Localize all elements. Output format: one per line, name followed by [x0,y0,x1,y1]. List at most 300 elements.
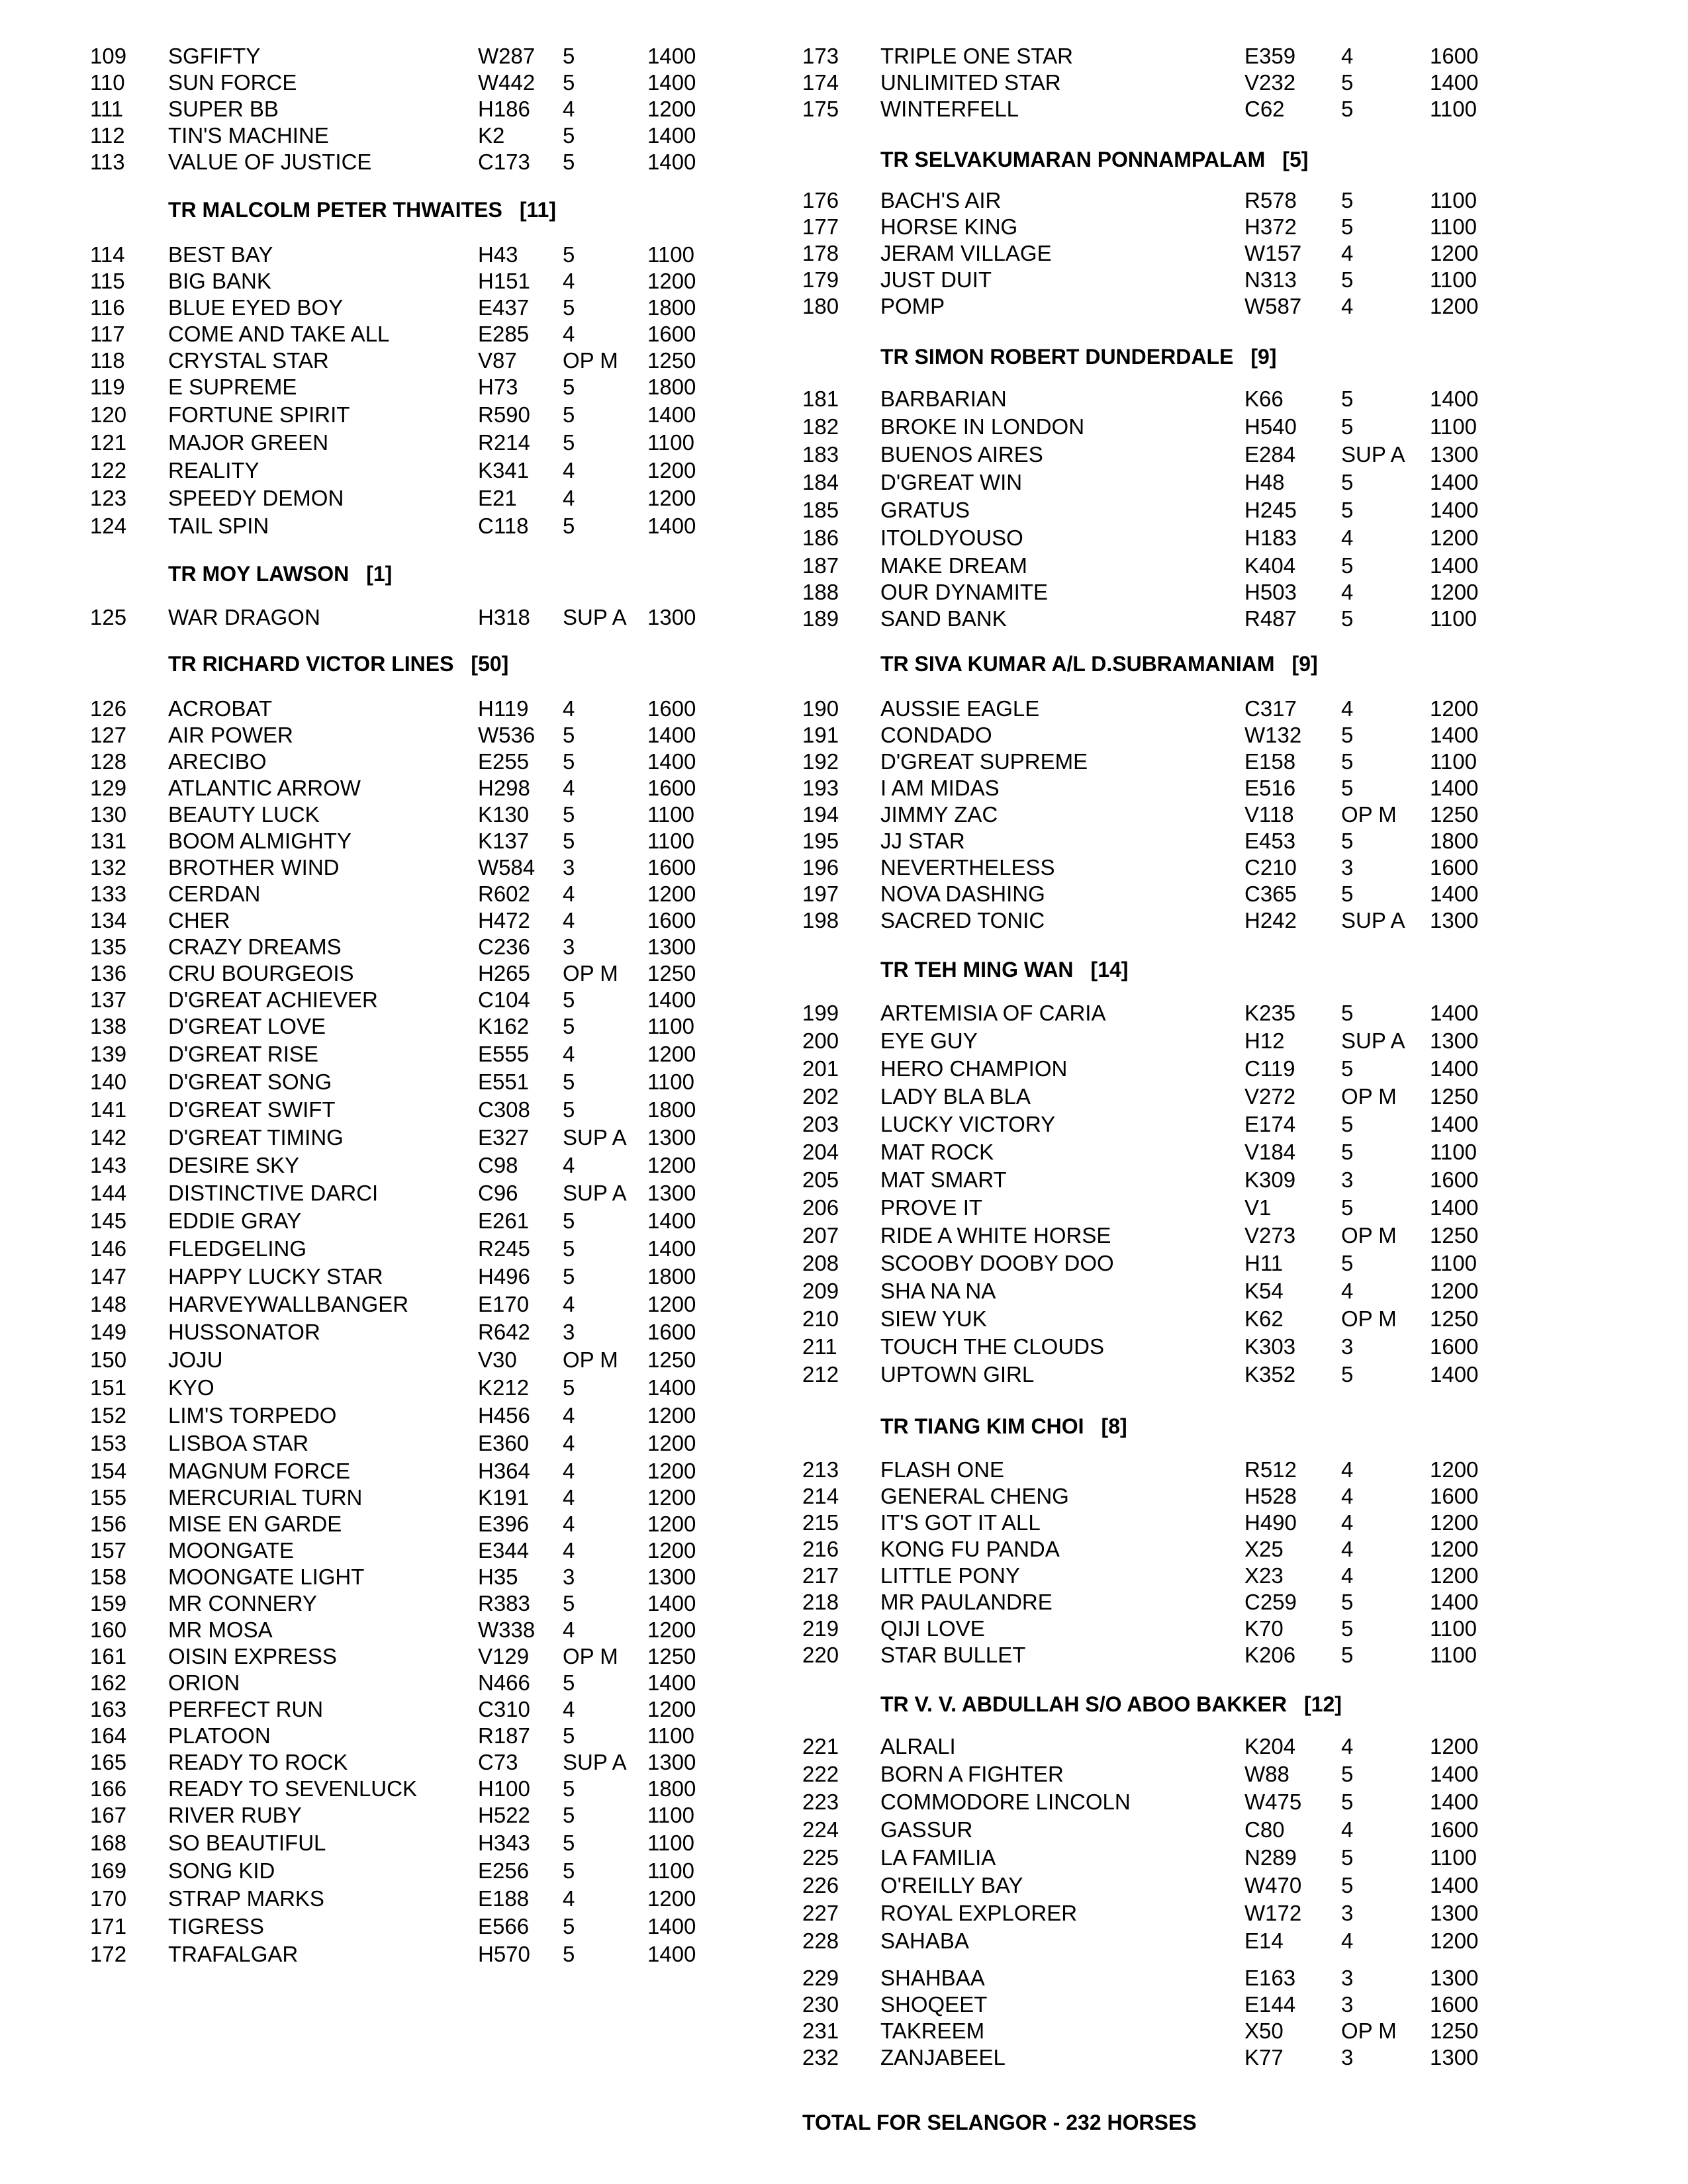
horse-name: ITOLDYOUSO [880,525,1023,550]
race-distance: 1100 [1430,606,1477,631]
horse-code: H35 [478,1565,518,1589]
horse-code: C236 [478,934,530,959]
race-distance: 1100 [1430,749,1477,774]
race-distance: 1800 [647,1264,696,1289]
race-distance: 1200 [1430,1537,1479,1561]
race-class: 4 [563,776,575,800]
horse-code: R512 [1244,1457,1297,1482]
horse-code: H183 [1244,525,1297,550]
horse-code: E163 [1244,1966,1296,1990]
horse-name: O'REILLY BAY [880,1873,1023,1897]
horse-number: 213 [802,1457,839,1482]
horse-name: READY TO SEVENLUCK [168,1776,417,1801]
trainer-name: TR TEH MING WAN [880,958,1074,981]
race-class: 5 [1341,414,1354,439]
horse-name: SGFIFTY [168,44,261,68]
race-class: 5 [563,1942,575,1966]
trainer-name: TR SELVAKUMARAN PONNAMPALAM [880,148,1266,171]
horse-name: COMMODORE LINCOLN [880,1790,1131,1814]
horse-number: 187 [802,553,839,578]
horse-code: V184 [1244,1140,1296,1164]
horse-code: C317 [1244,696,1297,721]
horse-code: N313 [1244,267,1297,292]
horse-number: 230 [802,1992,839,2017]
race-distance: 1600 [1430,1484,1479,1508]
horse-code: K54 [1244,1279,1284,1303]
horse-name: TIN'S MACHINE [168,123,329,148]
horse-number: 164 [90,1723,127,1748]
horse-name: OISIN EXPRESS [168,1644,337,1668]
race-class: 5 [563,829,575,853]
race-class: 3 [1341,1901,1354,1925]
horse-code: K206 [1244,1643,1296,1667]
race-class: OP M [1341,1084,1397,1109]
horse-code: C365 [1244,882,1297,906]
horse-number: 165 [90,1750,127,1774]
horse-code: H503 [1244,580,1297,604]
trainer-horse-count: [14] [1090,958,1129,981]
horse-name: SHAHBAA [880,1966,985,1990]
race-distance: 1100 [1430,1845,1477,1870]
horse-name: ZANJABEEL [880,2045,1006,2070]
horse-code: W536 [478,723,536,747]
horse-code: K137 [478,829,530,853]
horse-name: MOONGATE LIGHT [168,1565,365,1589]
horse-code: W132 [1244,723,1302,747]
horse-number: 175 [802,97,839,121]
race-class: SUP A [563,1181,627,1205]
race-class: 5 [1341,1112,1354,1136]
race-class: 5 [1341,776,1354,800]
horse-number: 135 [90,934,127,959]
horse-name: LADY BLA BLA [880,1084,1031,1109]
horse-number: 225 [802,1845,839,1870]
horse-name: BEAUTY LUCK [168,802,320,827]
horse-name: BLUE EYED BOY [168,295,344,320]
horse-name: JERAM VILLAGE [880,241,1052,265]
horse-number: 200 [802,1028,839,1053]
horse-name: D'GREAT LOVE [168,1014,326,1038]
race-distance: 1600 [647,1320,696,1344]
race-class: 5 [563,123,575,148]
horse-code: H186 [478,97,530,121]
race-class: 5 [1341,267,1354,292]
horse-number: 196 [802,855,839,880]
race-distance: 1400 [1430,1001,1479,1025]
race-distance: 1400 [647,749,696,774]
race-class: 5 [563,723,575,747]
horse-number: 119 [90,375,125,399]
horse-number: 180 [802,294,839,318]
race-class: OP M [563,961,618,985]
race-class: 4 [563,1153,575,1177]
race-distance: 1200 [647,1886,696,1911]
trainer-header [168,197,556,222]
race-class: 5 [563,1069,575,1094]
horse-code: V87 [478,348,517,373]
horse-number: 136 [90,961,127,985]
horse-code: K162 [478,1014,530,1038]
horse-code: E158 [1244,749,1296,774]
horse-name: SAND BANK [880,606,1007,631]
race-distance: 1400 [1430,1362,1479,1387]
horse-number: 132 [90,855,127,880]
race-class: OP M [563,348,618,373]
horse-number: 115 [90,269,125,293]
horse-number: 110 [90,70,125,95]
horse-number: 152 [90,1403,127,1428]
race-class: 5 [1341,1195,1354,1220]
horse-code: V272 [1244,1084,1296,1109]
horse-code: W475 [1244,1790,1302,1814]
race-distance: 1400 [1430,1790,1479,1814]
race-distance: 1300 [1430,2045,1479,2070]
race-distance: 1400 [647,1236,696,1261]
horse-name: HUSSONATOR [168,1320,320,1344]
horse-name: MR MOSA [168,1617,273,1642]
horse-code: X23 [1244,1563,1284,1588]
horse-name: UNLIMITED STAR [880,70,1061,95]
race-distance: 1800 [647,1097,696,1122]
horse-name: D'GREAT SUPREME [880,749,1088,774]
race-class: 4 [1341,580,1354,604]
race-class: 5 [563,1831,575,1855]
horse-name: BACH'S AIR [880,188,1002,212]
horse-code: K212 [478,1375,530,1400]
horse-number: 158 [90,1565,127,1589]
race-class: 4 [1341,1817,1354,1842]
race-class: 5 [1341,1056,1354,1081]
horse-code: E188 [478,1886,530,1911]
horse-number: 166 [90,1776,127,1801]
horse-name: DESIRE SKY [168,1153,300,1177]
race-distance: 1200 [647,1617,696,1642]
horse-number: 184 [802,470,839,494]
horse-name: SIEW YUK [880,1306,987,1331]
race-class: 4 [1341,696,1354,721]
horse-code: R578 [1244,188,1297,212]
race-class: 5 [563,295,575,320]
horse-name: D'GREAT SONG [168,1069,332,1094]
race-class: 5 [563,1236,575,1261]
race-class: 4 [563,1459,575,1483]
race-class: 5 [563,402,575,427]
horse-code: E516 [1244,776,1296,800]
race-distance: 1100 [1430,267,1477,292]
horse-name: CRU BOURGEOIS [168,961,354,985]
race-distance: 1200 [647,1292,696,1316]
horse-code: V273 [1244,1223,1296,1248]
horse-name: BUENOS AIRES [880,442,1043,467]
horse-name: AUSSIE EAGLE [880,696,1040,721]
race-distance: 1400 [647,1942,696,1966]
race-class: 5 [1341,1790,1354,1814]
horse-name: KYO [168,1375,214,1400]
race-class: SUP A [1341,442,1405,467]
horse-name: FORTUNE SPIRIT [168,402,350,427]
total-line: TOTAL FOR SELANGOR - 232 HORSES [802,2111,1197,2134]
race-class: 4 [563,1697,575,1721]
horse-name: WAR DRAGON [168,605,320,629]
horse-number: 160 [90,1617,127,1642]
race-distance: 1300 [1430,442,1479,467]
horse-name: MAKE DREAM [880,553,1027,578]
race-distance: 1100 [1430,188,1477,212]
horse-name: SUN FORCE [168,70,297,95]
race-class: 4 [1341,525,1354,550]
horse-number: 155 [90,1485,127,1510]
race-distance: 1200 [647,1697,696,1721]
race-class: 4 [1341,1537,1354,1561]
horse-name: TAKREEM [880,2019,985,2043]
horse-code: X50 [1244,2019,1284,2043]
horse-name: ATLANTIC ARROW [168,776,361,800]
horse-name: SONG KID [168,1858,275,1883]
horse-name: HERO CHAMPION [880,1056,1068,1081]
race-class: 4 [1341,241,1354,265]
race-class: 3 [1341,1334,1354,1359]
race-distance: 1200 [1430,1279,1479,1303]
race-class: 5 [1341,498,1354,522]
horse-name: READY TO ROCK [168,1750,348,1774]
horse-number: 127 [90,723,127,747]
horse-name: LITTLE PONY [880,1563,1020,1588]
horse-code: H490 [1244,1510,1297,1535]
race-class: SUP A [563,1125,627,1150]
race-distance: 1600 [1430,1992,1479,2017]
horse-name: QIJI LOVE [880,1616,985,1641]
race-distance: 1200 [1430,1563,1479,1588]
horse-number: 223 [802,1790,839,1814]
race-distance: 1200 [647,1538,696,1563]
horse-name: TAIL SPIN [168,514,269,538]
race-distance: 1200 [647,1485,696,1510]
race-class: 4 [1341,1734,1354,1758]
race-distance: 1600 [647,776,696,800]
race-class: 5 [1341,1616,1354,1641]
horse-code: H343 [478,1831,530,1855]
horse-name: ACROBAT [168,696,273,721]
horse-name: D'GREAT TIMING [168,1125,344,1150]
horse-code: E174 [1244,1112,1296,1136]
horse-name: PLATOON [168,1723,271,1748]
horse-code: C173 [478,150,530,174]
horse-name: BARBARIAN [880,387,1007,411]
race-distance: 1600 [1430,1334,1479,1359]
horse-number: 220 [802,1643,839,1667]
race-class: 4 [563,486,575,510]
race-distance: 1100 [647,1723,694,1748]
horse-code: R383 [478,1591,530,1615]
horse-code: V30 [478,1347,517,1372]
race-distance: 1600 [1430,1167,1479,1192]
race-distance: 1100 [647,802,694,827]
race-distance: 1400 [1430,776,1479,800]
race-class: 4 [563,1886,575,1911]
race-distance: 1200 [1430,525,1479,550]
horse-number: 189 [802,606,839,631]
race-distance: 1400 [647,70,696,95]
horse-name: ARTEMISIA OF CARIA [880,1001,1106,1025]
horse-code: E144 [1244,1992,1296,2017]
race-distance: 1400 [1430,882,1479,906]
trainer-horse-count: [8] [1101,1414,1127,1438]
horse-code: C310 [478,1697,530,1721]
race-distance: 1400 [1430,1762,1479,1786]
race-class: 5 [563,802,575,827]
horse-name: BORN A FIGHTER [880,1762,1064,1786]
horse-code: E170 [478,1292,530,1316]
horse-number: 211 [802,1334,837,1359]
race-class: 3 [563,1565,575,1589]
horse-number: 121 [90,430,127,455]
race-distance: 1600 [647,855,696,880]
race-class: SUP A [563,605,627,629]
horse-code: W338 [478,1617,536,1642]
race-class: 5 [1341,1251,1354,1275]
race-distance: 1200 [647,486,696,510]
race-distance: 1200 [647,1512,696,1536]
horse-name: SHOQEET [880,1992,988,2017]
trainer-name: TR RICHARD VICTOR LINES [168,652,454,676]
horse-name: NEVERTHELESS [880,855,1055,880]
horse-number: 214 [802,1484,839,1508]
race-class: 5 [563,1858,575,1883]
horse-number: 143 [90,1153,127,1177]
horse-number: 202 [802,1084,839,1109]
horse-code: K191 [478,1485,530,1510]
horse-number: 183 [802,442,839,467]
horse-number: 216 [802,1537,839,1561]
horse-code: E344 [478,1538,530,1563]
race-distance: 1250 [647,1347,696,1372]
horse-code: C98 [478,1153,518,1177]
horse-number: 185 [802,498,839,522]
horse-number: 141 [90,1097,127,1122]
horse-code: V1 [1244,1195,1272,1220]
horse-code: C96 [478,1181,518,1205]
trainer-name: TR MALCOLM PETER THWAITES [168,198,502,222]
race-distance: 1600 [1430,44,1479,68]
race-class: SUP A [563,1750,627,1774]
race-distance: 1300 [1430,908,1479,933]
race-class: 5 [1341,214,1354,239]
horse-code: K130 [478,802,530,827]
race-class: 5 [1341,749,1354,774]
horse-name: LISBOA STAR [168,1431,309,1455]
horse-name: BROTHER WIND [168,855,340,880]
horse-name: MAJOR GREEN [168,430,329,455]
race-distance: 1400 [647,514,696,538]
horse-code: H364 [478,1459,530,1483]
race-class: 4 [563,322,575,346]
horse-name: RIVER RUBY [168,1803,302,1827]
horse-number: 112 [90,123,125,148]
horse-code: N466 [478,1670,530,1695]
horse-code: C73 [478,1750,518,1774]
trainer-horse-count: [9] [1291,652,1318,676]
horse-number: 201 [802,1056,839,1081]
trainer-header [168,651,508,676]
horse-number: 148 [90,1292,127,1316]
race-distance: 1300 [647,934,696,959]
race-distance: 1200 [1430,696,1479,721]
horse-name: EYE GUY [880,1028,978,1053]
race-distance: 1400 [647,1914,696,1938]
horse-number: 205 [802,1167,839,1192]
race-class: 3 [1341,855,1354,880]
race-class: 3 [563,855,575,880]
horse-number: 138 [90,1014,127,1038]
horse-code: E256 [478,1858,530,1883]
race-class: 5 [1341,1362,1354,1387]
race-distance: 1100 [1430,414,1477,439]
horse-code: R590 [478,402,530,427]
race-class: 5 [563,1914,575,1938]
race-distance: 1200 [1430,1510,1479,1535]
horse-name: PERFECT RUN [168,1697,324,1721]
horse-name: MR PAULANDRE [880,1590,1053,1614]
horse-code: R487 [1244,606,1297,631]
horse-name: POMP [880,294,945,318]
horse-name: WINTERFELL [880,97,1019,121]
race-distance: 1100 [1430,1643,1477,1667]
race-class: 4 [1341,1510,1354,1535]
horse-name: SUPER BB [168,97,279,121]
race-distance: 1400 [1430,387,1479,411]
trainer-name: TR SIVA KUMAR A/L D.SUBRAMANIAM [880,652,1275,676]
horse-number: 209 [802,1279,839,1303]
horse-number: 208 [802,1251,839,1275]
race-class: 5 [563,1097,575,1122]
horse-name: NOVA DASHING [880,882,1045,906]
horse-name: PROVE IT [880,1195,983,1220]
race-distance: 1250 [1430,1084,1479,1109]
horse-name: GRATUS [880,498,970,522]
horse-name: EDDIE GRAY [168,1208,302,1233]
horse-code: R214 [478,430,530,455]
horse-number: 212 [802,1362,839,1387]
horse-code: C80 [1244,1817,1285,1842]
horse-number: 157 [90,1538,127,1563]
race-distance: 1250 [1430,1223,1479,1248]
race-distance: 1400 [1430,553,1479,578]
trainer-header [880,1692,1342,1717]
horse-name: GASSUR [880,1817,973,1842]
race-class: OP M [1341,802,1397,827]
race-distance: 1300 [647,1181,696,1205]
race-distance: 1800 [647,375,696,399]
race-class: 5 [1341,1140,1354,1164]
horse-name: HARVEYWALLBANGER [168,1292,409,1316]
horse-number: 117 [90,322,125,346]
horse-name: MAT SMART [880,1167,1007,1192]
race-class: 5 [563,70,575,95]
race-class: 4 [563,1403,575,1428]
horse-name: CRYSTAL STAR [168,348,329,373]
horse-number: 204 [802,1140,839,1164]
trainer-horse-count: [11] [519,198,556,222]
horse-name: TRIPLE ONE STAR [880,44,1073,68]
horse-number: 146 [90,1236,127,1261]
race-class: 4 [1341,1457,1354,1482]
race-distance: 1250 [647,348,696,373]
horse-number: 224 [802,1817,839,1842]
race-distance: 1400 [1430,723,1479,747]
horse-name: ARECIBO [168,749,267,774]
horse-number: 109 [90,44,127,68]
race-distance: 1100 [647,430,694,455]
